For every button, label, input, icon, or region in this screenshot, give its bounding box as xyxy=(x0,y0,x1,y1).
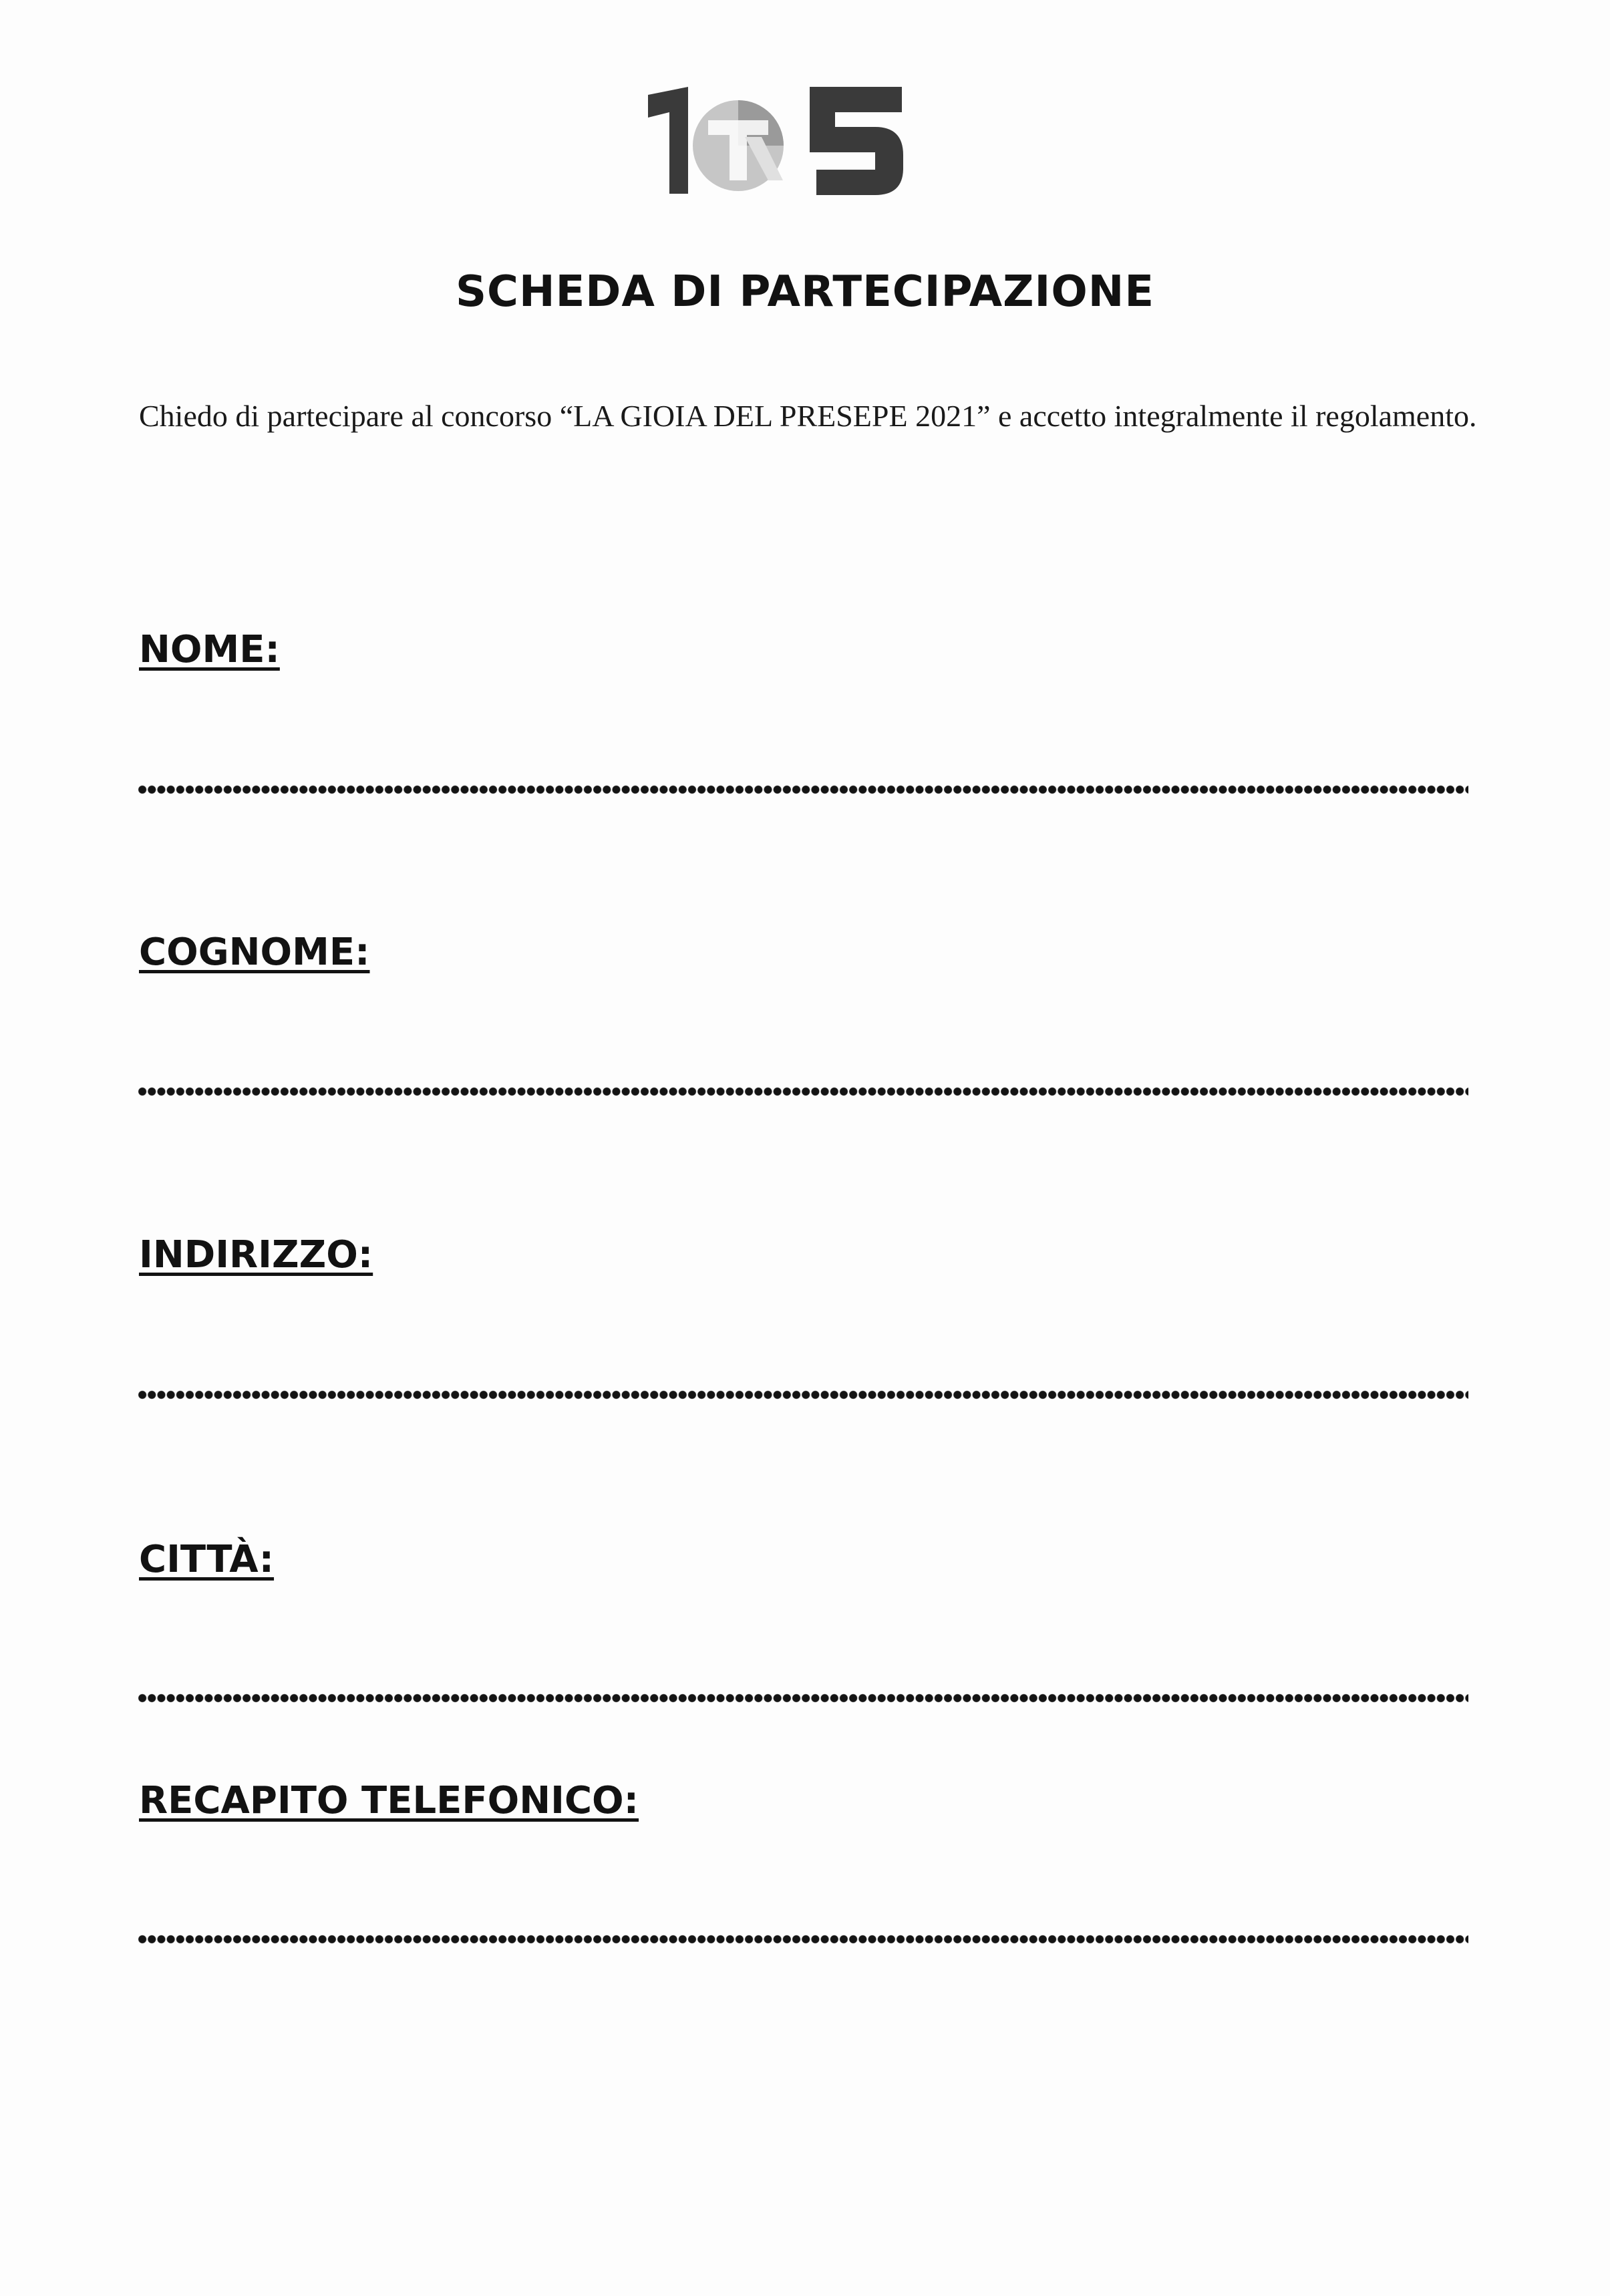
field-line-citta[interactable] xyxy=(138,1693,1468,1703)
field-label-cognome: COGNOME: xyxy=(139,931,370,974)
form-title: SCHEDA DI PARTECIPAZIONE xyxy=(455,267,1155,317)
field-label-nome: NOME: xyxy=(139,628,280,671)
field-label-recapito-telefonico: RECAPITO TELEFONICO: xyxy=(139,1779,639,1822)
intro-paragraph: Chiedo di partecipare al concorso “LA GIOIA DEL PRESEPE 2021” e accetto integralmente il regolamento. xyxy=(139,399,1477,433)
field-label-indirizzo: INDIRIZZO: xyxy=(139,1233,373,1277)
field-line-recapito-telefonico[interactable] xyxy=(138,1935,1468,1944)
field-line-indirizzo[interactable] xyxy=(138,1390,1468,1400)
tv-logo xyxy=(635,80,915,200)
field-label-citta: CITTÀ: xyxy=(139,1538,275,1581)
field-line-cognome[interactable] xyxy=(138,1087,1468,1096)
field-line-nome[interactable] xyxy=(138,785,1468,794)
